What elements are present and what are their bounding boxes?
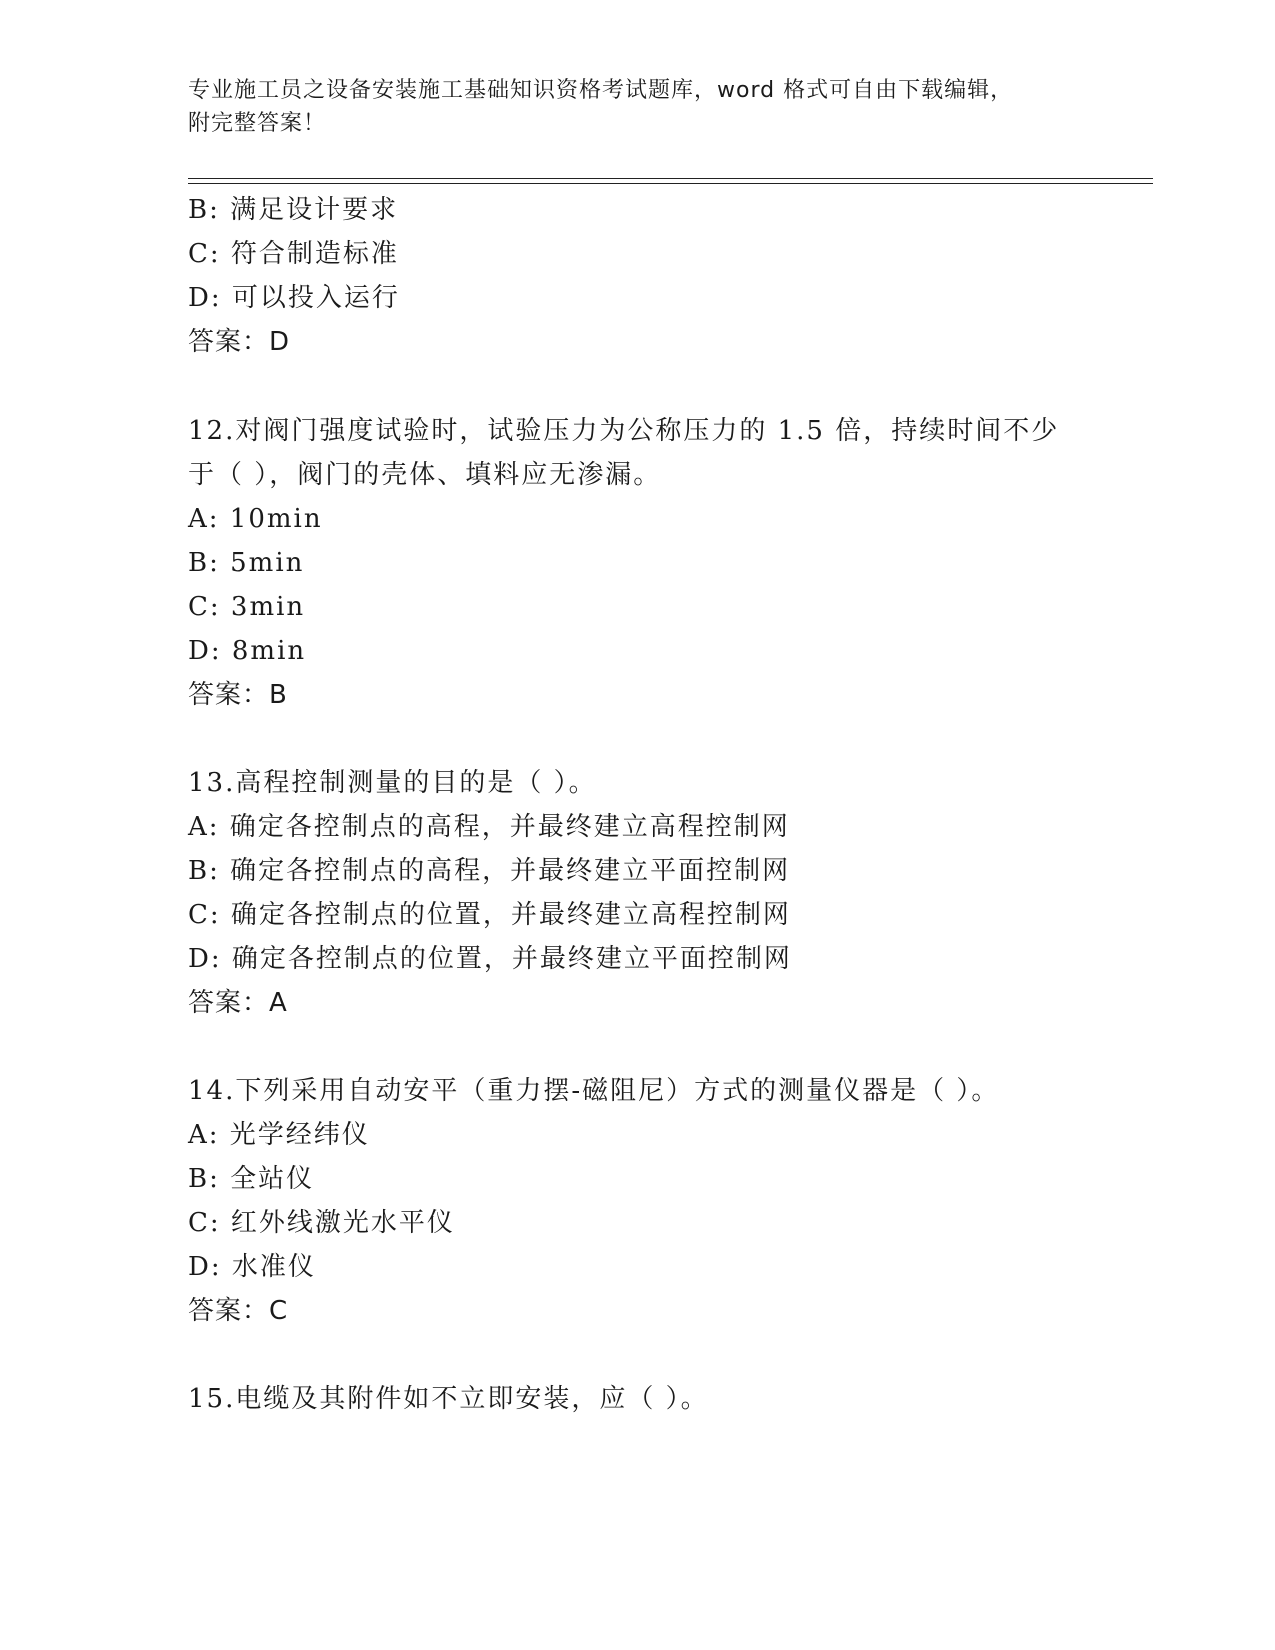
q14-option-a: A: 光学经纬仪 <box>188 1120 370 1150</box>
q13-option-b: B: 确定各控制点的高程，并最终建立平面控制网 <box>188 856 791 886</box>
q13-stem: 13.高程控制测量的目的是（ ）。 <box>188 768 597 798</box>
q12-answer: 答案：B <box>188 680 288 710</box>
q14-option-b: B: 全站仪 <box>188 1164 315 1194</box>
q12-stem-line-1: 12.对阀门强度试验时，试验压力为公称压力的 1.5 倍，持续时间不少 <box>188 416 1060 446</box>
header-divider-top <box>188 178 1153 179</box>
header-divider-bottom <box>188 183 1153 184</box>
document-header <box>188 74 1068 140</box>
q12-option-d: D: 8min <box>188 636 307 666</box>
q11-option-d: D: 可以投入运行 <box>188 283 400 313</box>
q13-option-a: A: 确定各控制点的高程，并最终建立高程控制网 <box>188 812 790 842</box>
q15-stem: 15.电缆及其附件如不立即安装，应（ ）。 <box>188 1384 709 1414</box>
q12-option-b: B: 5min <box>188 548 305 578</box>
q11-option-c: C: 符合制造标准 <box>188 239 399 269</box>
q13-option-c: C: 确定各控制点的位置，并最终建立高程控制网 <box>188 900 791 930</box>
header-line-2: 附完整答案！ <box>188 111 327 136</box>
q14-option-c: C: 红外线激光水平仪 <box>188 1208 455 1238</box>
q12-option-c: C: 3min <box>188 592 306 622</box>
q14-option-d: D: 水准仪 <box>188 1252 316 1282</box>
q13-option-d: D: 确定各控制点的位置，并最终建立平面控制网 <box>188 944 792 974</box>
q12-option-a: A: 10min <box>188 504 323 534</box>
q11-option-b: B: 满足设计要求 <box>188 195 399 225</box>
q13-answer: 答案：A <box>188 988 288 1018</box>
q12-stem-line-2: 于（ ），阀门的壳体、填料应无渗漏。 <box>188 460 662 490</box>
q14-stem: 14.下列采用自动安平（重力摆-磁阻尼）方式的测量仪器是（ ）。 <box>188 1076 1000 1106</box>
q14-answer: 答案：C <box>188 1296 289 1326</box>
q11-answer: 答案：D <box>188 327 291 357</box>
header-line-1: 专业施工员之设备安装施工基础知识资格考试题库，word 格式可自由下载编辑， <box>188 78 1014 103</box>
